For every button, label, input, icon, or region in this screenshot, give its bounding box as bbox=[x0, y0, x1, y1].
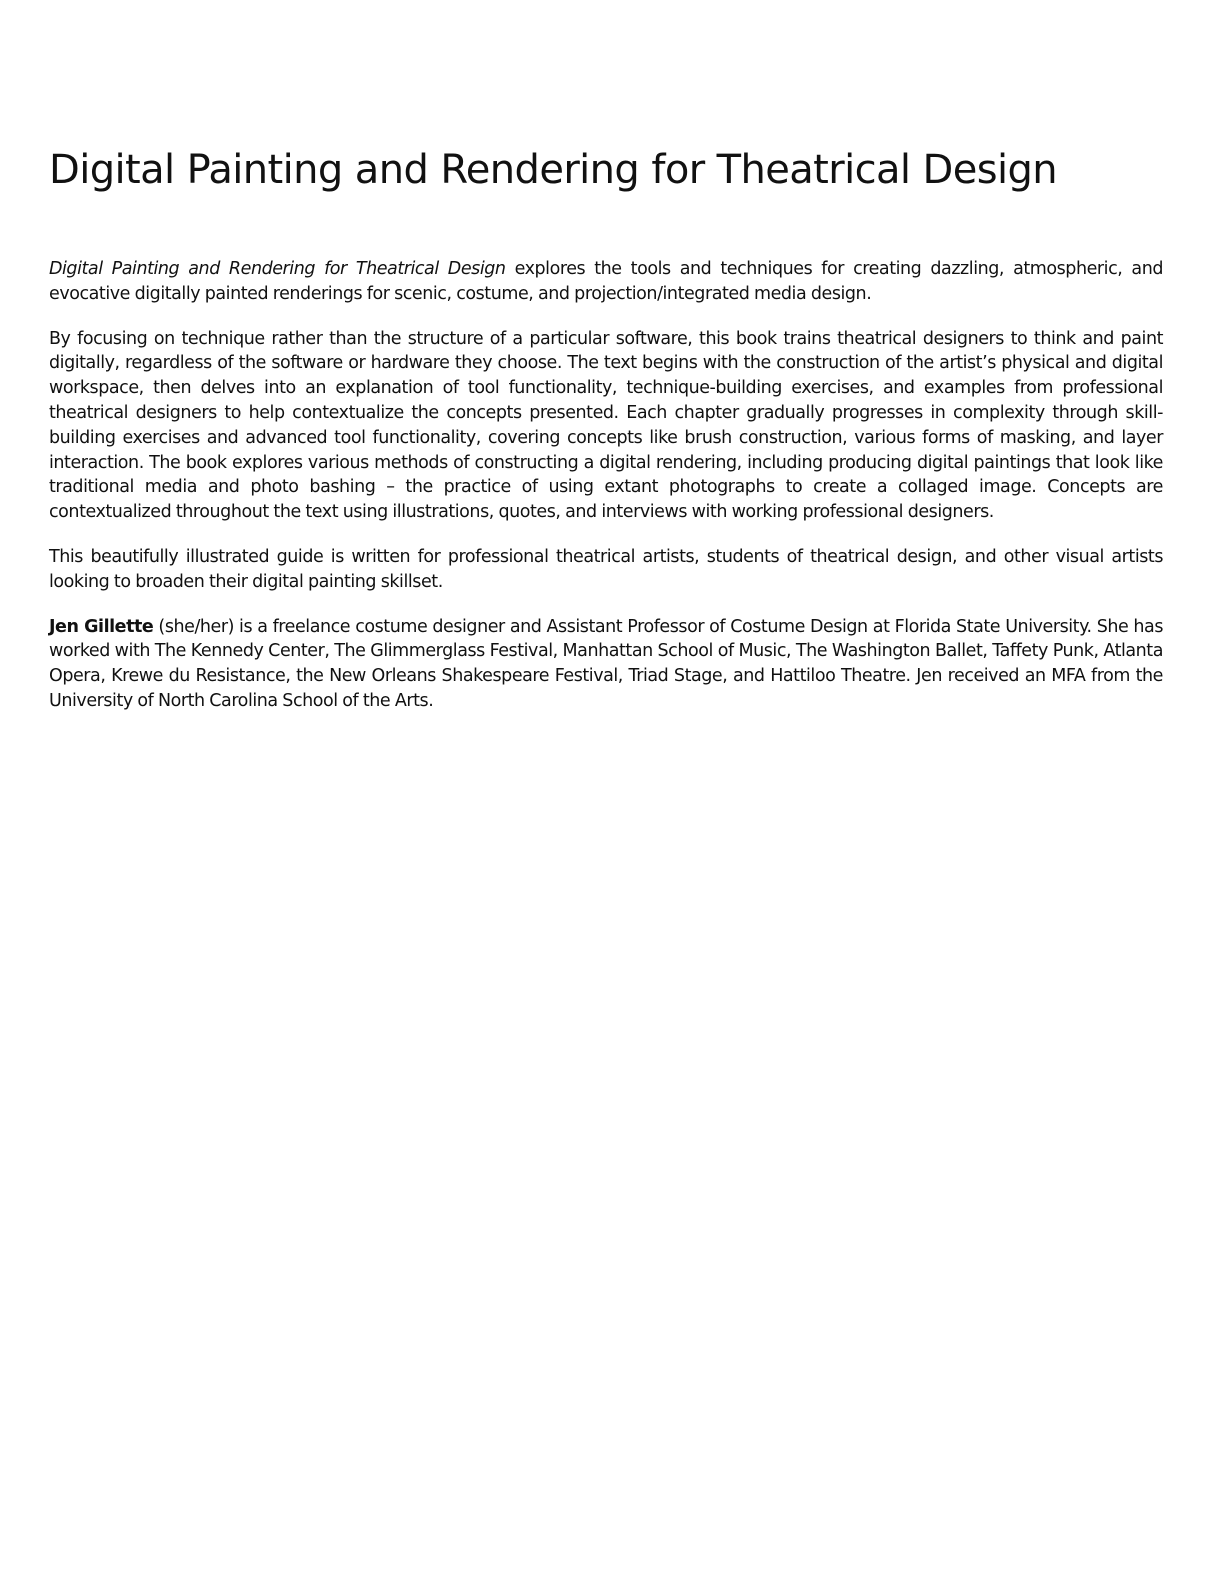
book-title-italic: Digital Painting and Rendering for Theatrical Design bbox=[49, 259, 506, 279]
paragraph-audience: This beautifully illustrated guide is written for professional theatrical artists, students of theatrical design, and other visual artists looking to broaden their digital painting skillset. bbox=[49, 546, 1163, 592]
body-text bbox=[49, 257, 1163, 734]
author-name: Jen Gillette bbox=[49, 616, 154, 637]
page-title: Digital Painting and Rendering for Theatrical Design bbox=[49, 147, 1058, 193]
paragraph-intro-text: explores the tools and techniques for creating dazzling, atmospheric, and evocative digitally painted renderings for scenic, costume, and projection/integrated media design. bbox=[49, 259, 1163, 304]
author-bio-text: (she/her) is a freelance costume designer and Assistant Professor of Costume Design at Florida State University. She has worked with The Kennedy Center, The Glimmerglass Festival, Manhattan School of Music, The Washington Ballet, Taffety Punk, Atlanta Opera, Krewe du Resistance, the New Orleans Shakespeare Festival, Triad Stage, and Hattiloo Theatre. Jen received an MFA from the University of North Carolina School of the Arts. bbox=[49, 616, 1163, 711]
paragraph-intro bbox=[49, 257, 1163, 307]
paragraph-description: By focusing on technique rather than the structure of a particular software, this book trains theatrical designers to think and paint digitally, regardless of the software or hardware they choose. The text begins with the construction of the artist’s physical and digital workspace, then delves into an explanation of tool functionality, technique-building exercises, and examples from professional theatrical designers to help contextualize the concepts presented. Each chapter gradually progresses in complexity through skill-building exercises and advanced tool functionality, covering concepts like brush construction, various forms of masking, and layer interaction. The book explores various methods of constructing a digital rendering, including producing digital paintings that look like traditional media and photo bashing – the practice of using extant photographs to create a collaged image. Concepts are contextualized throughout the text using illustrations, quotes, and interviews with working professional designers. bbox=[49, 328, 1163, 523]
paragraph-author-bio bbox=[49, 615, 1163, 714]
